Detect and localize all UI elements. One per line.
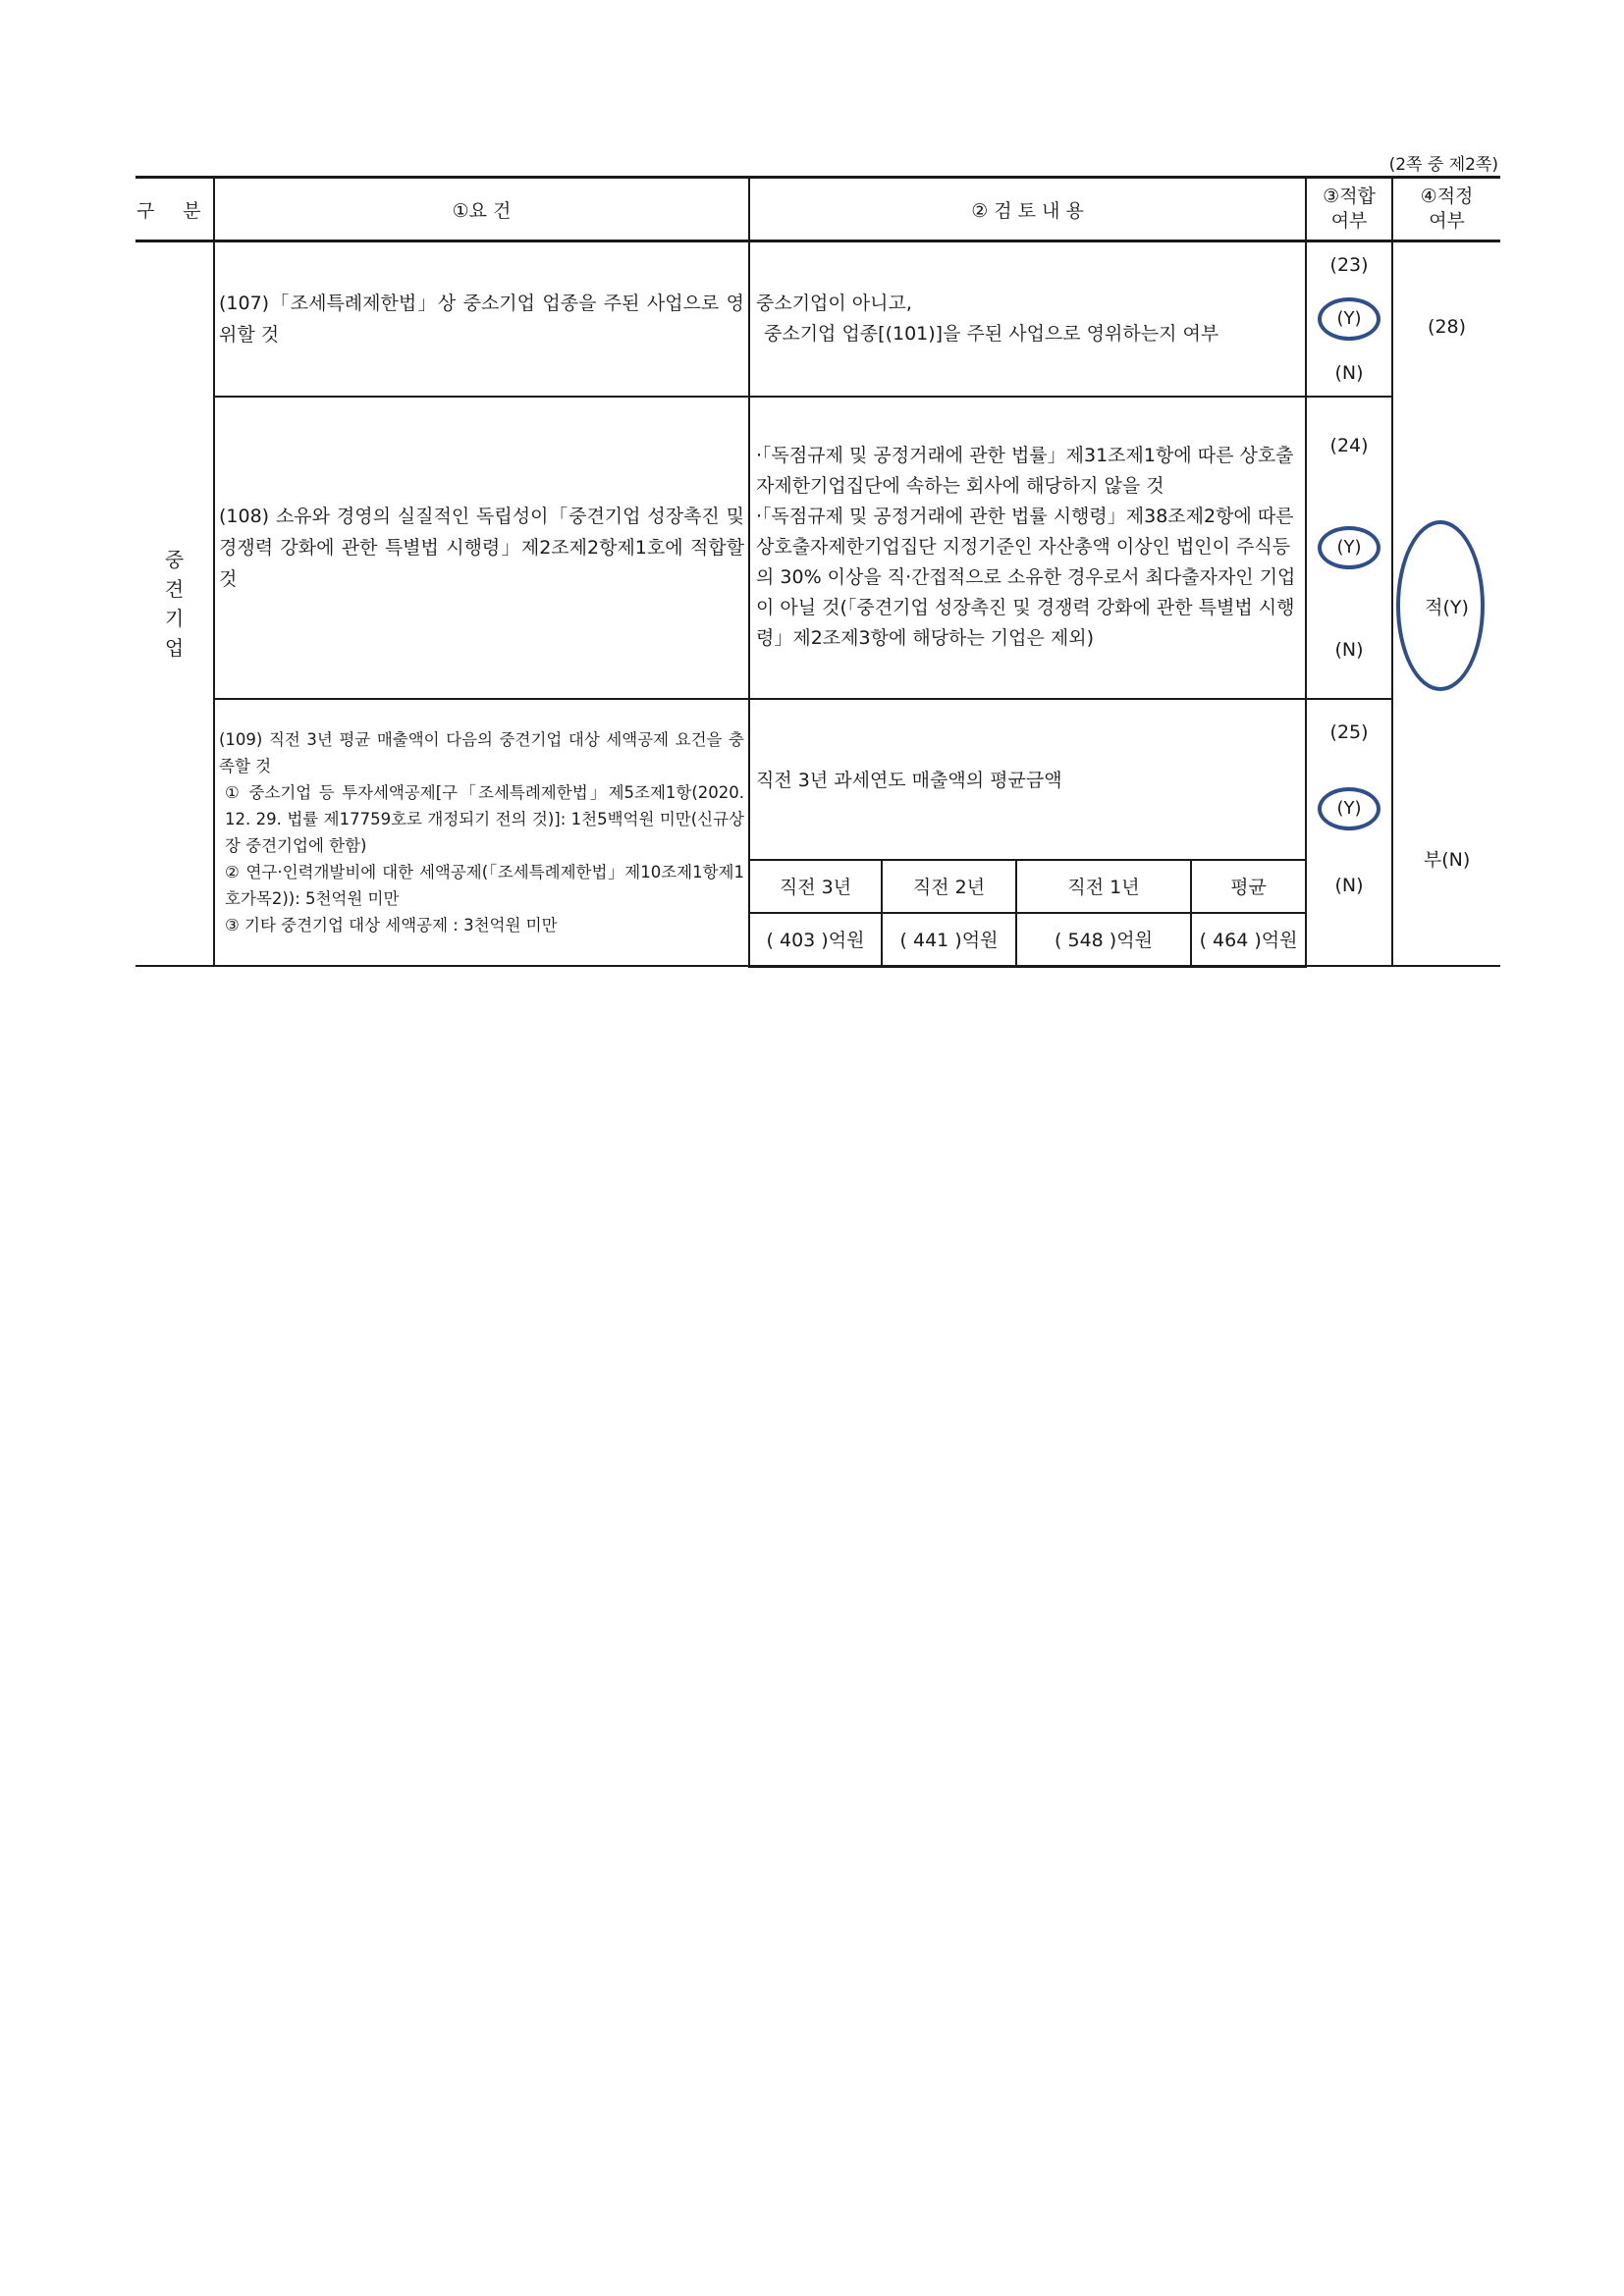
- fit-no: (N): [1334, 638, 1364, 661]
- requirement-108: (108) 소유와 경영의 실질적인 독립성이「중견기업 성장촉진 및 경쟁력 강화에 관한 특별법 시행령」제2조제2항제1호에 적합할 것: [214, 397, 749, 699]
- fit-yes-circled: (Y): [1318, 526, 1380, 569]
- sales-value-average: ( 464 )억원: [1191, 913, 1306, 967]
- requirement-107: (107)「조세특례제한법」상 중소기업 업종을 주된 사업으로 영위할 것: [214, 241, 749, 397]
- sales-header-year2: 직전 2년: [882, 860, 1016, 913]
- fit-number: (25): [1329, 721, 1369, 743]
- category-mid-size-enterprise: 중 견 기 업: [135, 241, 214, 967]
- header-category: 구 분: [135, 178, 214, 241]
- requirement-109: (109) 직전 3년 평균 매출액이 다음의 중견기업 대상 세액공제 요건을 충족할 것 ① 중소기업 등 투자세액공제[구「조세특례제한법」제5조제1항(2020. 12. 29. 법률 제17759호로 개정되기 전의 것)]: 1천5백억원 미만(신규상장 중견기업에 한함) ② 연구·인력개발비에 대한 세액공제(「조세특례제한법」제10조제1항제1호가목2)): 5천억원 미만 ③ 기타 중견기업 대상 세액공제 : 3천억원 미만: [214, 699, 749, 967]
- fit-no: (N): [1334, 361, 1364, 384]
- fit-yes-circled: (Y): [1318, 787, 1380, 830]
- sales-value-year2: ( 441 )억원: [882, 913, 1016, 967]
- page-label: (2쪽 중 제2쪽): [1388, 155, 1498, 175]
- header-overall: ④적정 여부: [1392, 178, 1500, 241]
- fit-number: (24): [1329, 434, 1369, 456]
- sales-value-year3: ( 403 )억원: [749, 913, 882, 967]
- fit-109: [1306, 699, 1392, 967]
- review-107: 중소기업이 아니고, 중소기업 업종[(101)]을 주된 사업으로 영위하는지 여부: [749, 241, 1306, 397]
- header-fit: ③적합 여부: [1306, 178, 1392, 241]
- fit-108: [1306, 397, 1392, 699]
- overall-number: (28): [1428, 316, 1467, 338]
- fit-number: (23): [1329, 253, 1369, 276]
- sales-header-year1: 직전 1년: [1016, 860, 1191, 913]
- overall-no: 부(N): [1423, 849, 1471, 871]
- review-108: ·「독점규제 및 공정거래에 관한 법률」제31조제1항에 따른 상호출자제한기업집단에 속하는 회사에 해당하지 않을 것 ·「독점규제 및 공정거래에 관한 법률 시행령」제38조제2항에 따른 상호출자제한기업집단 지정기준인 자산총액 이상인 법인이 주식등의 30% 이상을 직·간접적으로 소유한 경우로서 최다출자자인 기업이 아닐 것(「중견기업 성장촉진 및 경쟁력 강화에 관한 특별법 시행령」제2조제3항에 해당하는 기업은 제외): [749, 397, 1306, 699]
- review-109-title: 직전 3년 과세연도 매출액의 평균금액: [749, 699, 1306, 860]
- header-review: ② 검 토 내 용: [749, 178, 1306, 241]
- sales-header-year3: 직전 3년: [749, 860, 882, 913]
- header-requirement: ①요 건: [214, 178, 749, 241]
- sales-header-average: 평균: [1191, 860, 1306, 913]
- fit-yes-circled: (Y): [1318, 297, 1380, 341]
- fit-107: [1306, 241, 1392, 397]
- sales-value-year1: ( 548 )억원: [1016, 913, 1191, 967]
- overall-suitability: [1392, 241, 1500, 967]
- review-table: [135, 176, 1500, 968]
- fit-no: (N): [1334, 874, 1364, 896]
- overall-yes: 적(Y): [1425, 597, 1469, 618]
